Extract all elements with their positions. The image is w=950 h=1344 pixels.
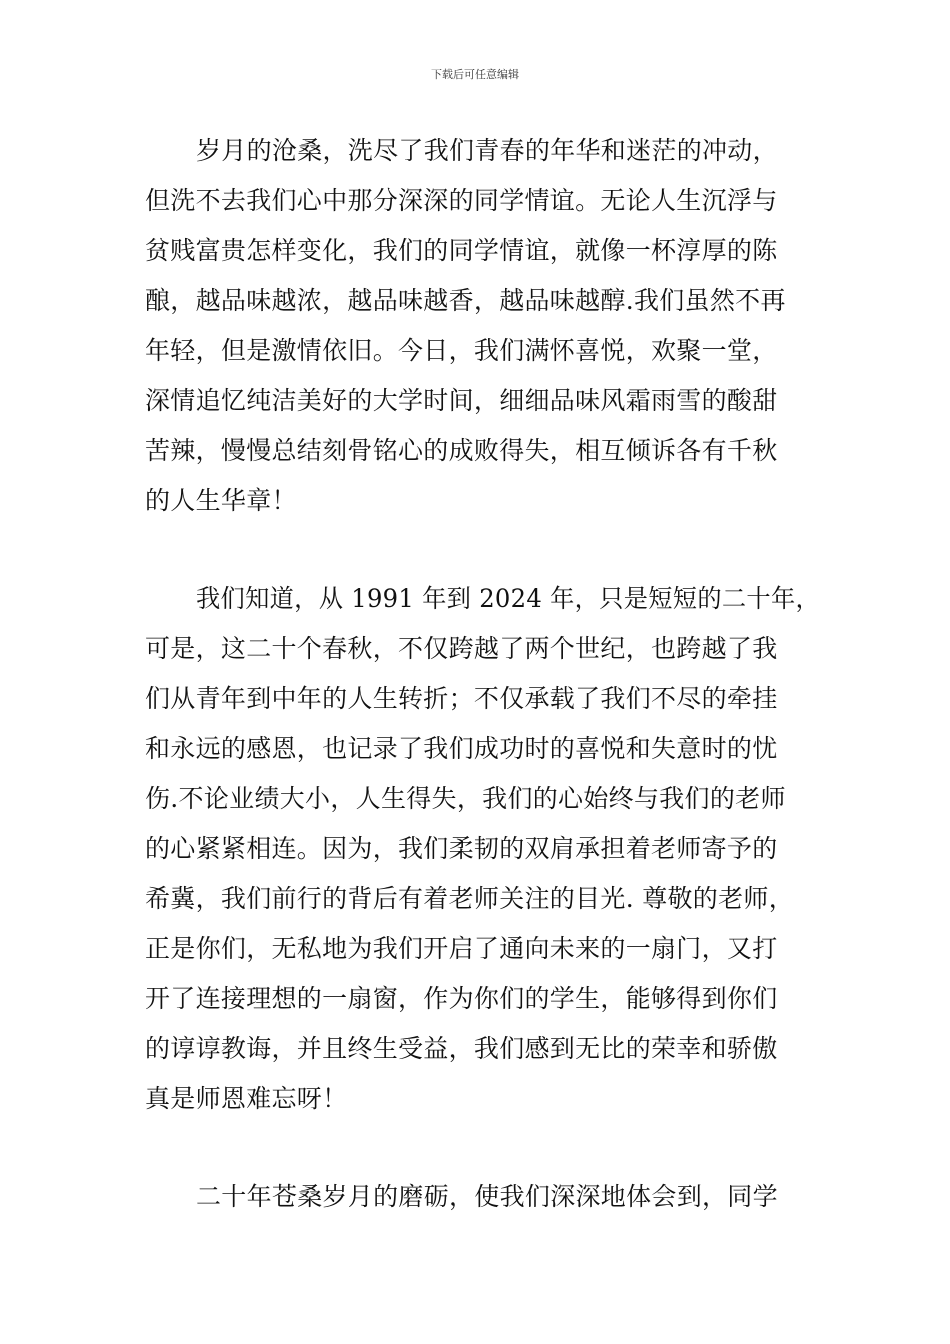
text-line: 希冀，我们前行的背后有着老师关注的目光. 尊敬的老师， xyxy=(145,884,794,913)
text-line: 但洗不去我们心中那分深深的同学情谊。无论人生沉浮与 xyxy=(145,186,778,215)
text-line: 真是师恩难忘呀！ xyxy=(145,1084,348,1113)
text-line: 和永远的感恩，也记录了我们成功时的喜悦和失意时的忧 xyxy=(145,734,778,763)
text-line: 可是，这二十个春秋，不仅跨越了两个世纪，也跨越了我 xyxy=(145,634,778,663)
text-line: 我们知道，从 1991 年到 2024 年，只是短短的二十年， xyxy=(196,584,821,613)
header-note: 下载后可任意编辑 xyxy=(431,68,519,81)
text-line: 正是你们，无私地为我们开启了通向未来的一扇门，又打 xyxy=(145,934,778,963)
text-line: 的谆谆教诲，并且终生受益，我们感到无比的荣幸和骄傲 xyxy=(145,1034,778,1063)
text-line: 伤.不论业绩大小，人生得失，我们的心始终与我们的老师 xyxy=(145,784,786,813)
text-line: 酿，越品味越浓，越品味越香，越品味越醇.我们虽然不再 xyxy=(145,286,786,315)
text-line: 年轻，但是激情依旧。今日，我们满怀喜悦，欢聚一堂， xyxy=(145,336,778,365)
text-line: 开了连接理想的一扇窗，作为你们的学生，能够得到你们 xyxy=(145,984,778,1013)
text-line: 岁月的沧桑，洗尽了我们青春的年华和迷茫的冲动， xyxy=(196,136,778,165)
text-line: 深情追忆纯洁美好的大学时间，细细品味风霜雨雪的酸甜 xyxy=(145,386,778,415)
text-line: 的人生华章！ xyxy=(145,486,297,515)
text-line: 苦辣，慢慢总结刻骨铭心的成败得失，相互倾诉各有千秋 xyxy=(145,436,778,465)
text-line: 的心紧紧相连。因为，我们柔韧的双肩承担着老师寄予的 xyxy=(145,834,778,863)
text-line: 贫贱富贵怎样变化，我们的同学情谊，就像一杯淳厚的陈 xyxy=(145,236,778,265)
text-line: 二十年苍桑岁月的磨砺，使我们深深地体会到，同学 xyxy=(196,1182,778,1211)
text-line: 们从青年到中年的人生转折；不仅承载了我们不尽的牵挂 xyxy=(145,684,778,713)
